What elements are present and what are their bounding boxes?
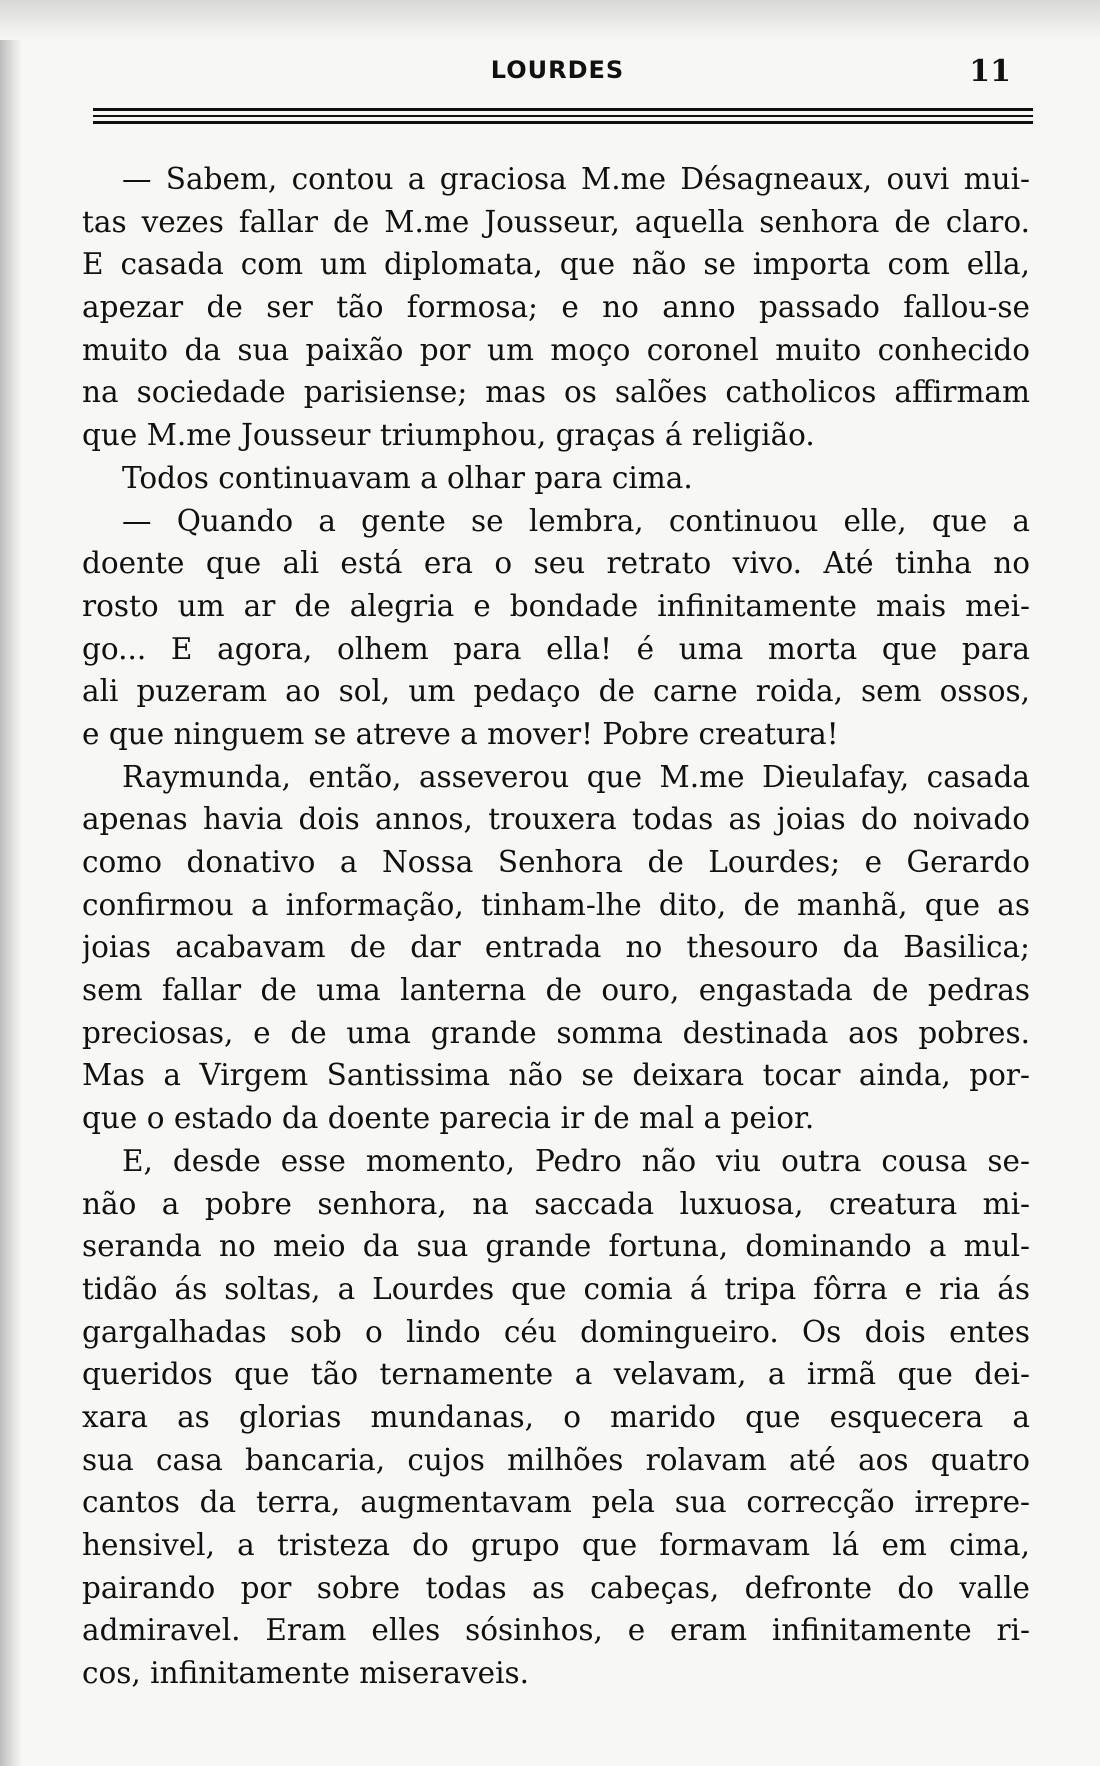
text-line: que M.me Jousseur triumphou, graças á religião. bbox=[82, 418, 815, 453]
text-line: xara as glorias mundanas, o marido que esquecera a bbox=[82, 1399, 1030, 1434]
text-line: Todos continuavam a olhar para cima. bbox=[122, 460, 693, 495]
text-line: E casada com um diplomata, que não se importa com ella, bbox=[82, 247, 1030, 282]
text-line: na sociedade parisiense; mas os salões catholicos affirmam bbox=[82, 375, 1030, 410]
text-line: tidão ás soltas, a Lourdes que comia á tripa fôrra e ria ás bbox=[82, 1271, 1030, 1306]
header-rule-bottom bbox=[93, 121, 1033, 124]
text-line: tas vezes fallar de M.me Jousseur, aquella senhora de claro. bbox=[82, 204, 1030, 239]
text-line: muito da sua paixão por um moço coronel muito conhecido bbox=[82, 332, 1030, 367]
text-line: admiravel. Eram elles sósinhos, e eram infinitamente ri- bbox=[82, 1613, 1030, 1648]
text-line: doente que ali está era o seu retrato vivo. Até tinha no bbox=[82, 546, 1030, 581]
text-line: não a pobre senhora, na saccada luxuosa, creatura mi- bbox=[82, 1186, 1030, 1221]
text-line: confirmou a informação, tinham-lhe dito, de manhã, que as bbox=[82, 887, 1030, 922]
text-line: e que ninguem se atreve a mover! Pobre creatura! bbox=[82, 716, 839, 751]
text-line: ali puzeram ao sol, um pedaço de carne roida, sem ossos, bbox=[82, 674, 1030, 709]
body-text bbox=[82, 158, 1030, 1695]
text-line: hensivel, a tristeza do grupo que formavam lá em cima, bbox=[82, 1528, 1030, 1562]
text-line: pairando por sobre todas as cabeças, defronte do valle bbox=[82, 1570, 1030, 1605]
page-number: 11 bbox=[969, 54, 1011, 89]
text-line: Mas a Virgem Santissima não se deixara tocar ainda, por- bbox=[82, 1058, 1030, 1093]
text-line: — Sabem, contou a graciosa M.me Désagneaux, ouvi mui- bbox=[122, 162, 1030, 196]
text-line: joias acabavam de dar entrada no thesouro da Basilica; bbox=[82, 930, 1030, 965]
text-line: go... E agora, olhem para ella! é uma morta que para bbox=[82, 631, 1030, 666]
text-line: queridos que tão ternamente a velavam, a irmã que dei- bbox=[82, 1357, 1030, 1392]
text-line: cos, infinitamente miseraveis. bbox=[82, 1656, 530, 1691]
page-edge-shadow bbox=[0, 0, 22, 1766]
text-line: sem fallar de uma lanterna de ouro, engastada de pedras bbox=[82, 973, 1030, 1008]
text-line: Raymunda, então, asseverou que M.me Dieulafay, casada bbox=[122, 759, 1030, 794]
text-line: E, desde esse momento, Pedro não viu outra cousa se- bbox=[122, 1143, 1030, 1178]
text-line: cantos da terra, augmentavam pela sua correcção irrepre- bbox=[82, 1485, 1030, 1520]
header-rule-middle bbox=[93, 115, 1033, 117]
text-line: apezar de ser tão formosa; e no anno passado fallou-se bbox=[82, 290, 1030, 325]
text-line: como donativo a Nossa Senhora de Lourdes; e Gerardo bbox=[82, 845, 1030, 879]
page-header bbox=[90, 52, 1025, 92]
text-line: seranda no meio da sua grande fortuna, dominando a mul- bbox=[82, 1229, 1030, 1264]
text-line: sua casa bancaria, cujos milhões rolavam até aos quatro bbox=[82, 1442, 1030, 1477]
text-line: apenas havia dois annos, trouxera todas as joias do noivado bbox=[82, 802, 1030, 837]
text-line: preciosas, e de uma grande somma destinada aos pobres. bbox=[82, 1015, 1030, 1050]
header-rule-top bbox=[93, 108, 1033, 111]
running-title: LOURDES bbox=[490, 56, 625, 84]
text-line: gargalhadas sob o lindo céu domingueiro. Os dois entes bbox=[82, 1314, 1030, 1349]
text-line: rosto um ar de alegria e bondade infinitamente mais mei- bbox=[82, 588, 1030, 623]
page-top-shadow bbox=[0, 0, 1100, 40]
text-line: — Quando a gente se lembra, continuou elle, que a bbox=[122, 503, 1030, 538]
text-line: que o estado da doente parecia ir de mal a peior. bbox=[82, 1101, 815, 1136]
